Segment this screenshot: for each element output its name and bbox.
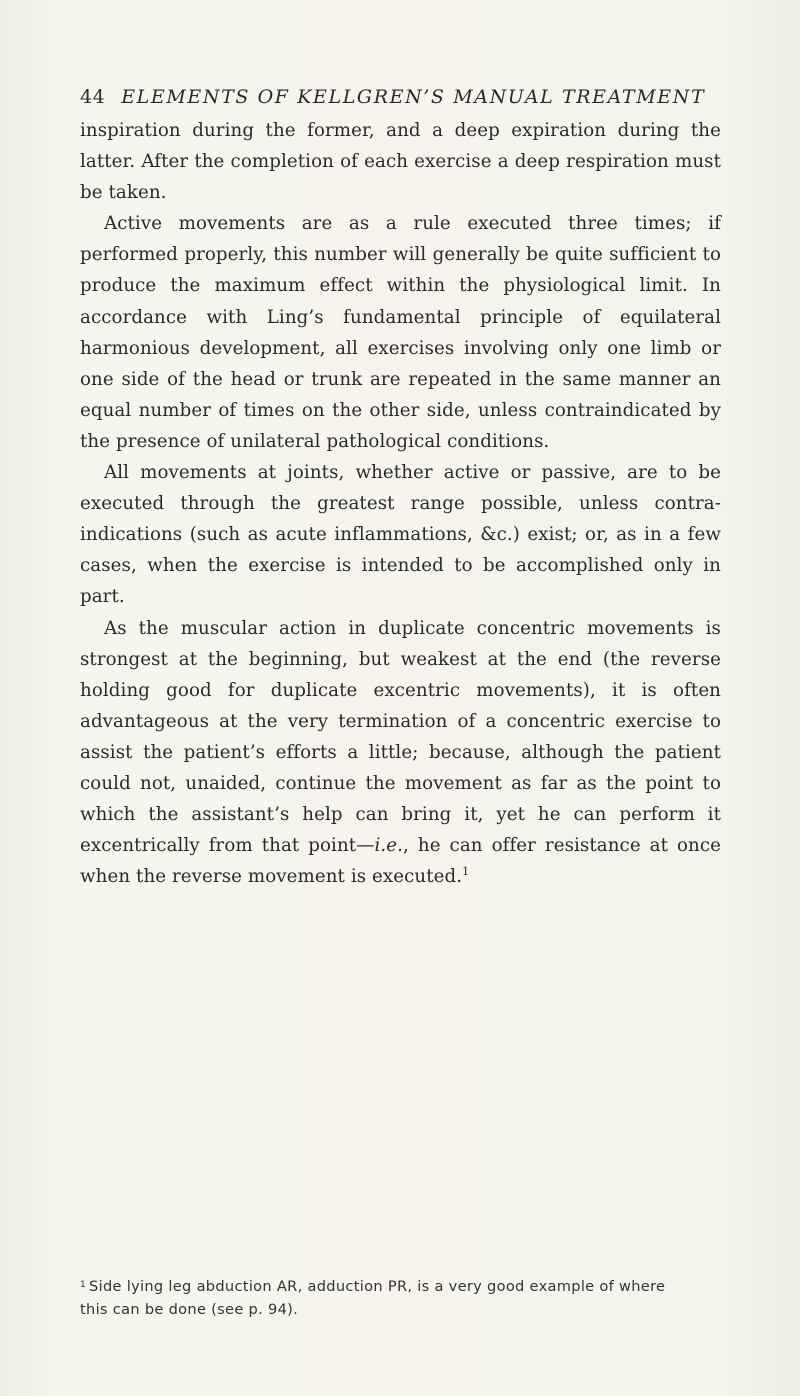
running-head [80,86,720,108]
paragraph-continued: inspiration during the former, and a deep expiration during the latter. After the completion of each exercise a deep respiration must be taken. [80,120,721,204]
italic-abbreviation: i.e. [374,835,404,857]
footnote-line: this can be done (see p. 94). [80,1301,299,1318]
paragraph-text: As the muscular action in duplicate concentric movements is strongest at the beginning, but weakest at the end (the reverse holding good for duplicate excentric movements), it is often advantageous at the very termination of a concentric exercise to assist the patient’s efforts a little; because, although the patient could not, unaided, continue the movement as far as the point to which the assistant’s help can bring it, yet he can perform it excentrically from that point— [80,617,721,857]
paragraph-last [80,613,721,893]
footnote-number: 1 [80,1280,87,1290]
footnote-line [80,1274,800,1298]
paragraph-text: , he can offer resistance at once when the reverse movement is executed. [80,835,721,888]
body-text [80,115,721,892]
footnote [80,1274,800,1321]
running-title: ELEMENTS OF KELLGREN’S MANUAL TREATMENT [121,86,706,108]
paragraph: All movements at joints, whether active or passive, are to be executed through the greatest range possible, unless contra-indications (such as acute inflammations, &c.) exist; or, as in a few cases, when the exercise is intended to be accomplished only in part. [80,462,721,608]
footnote-reference: 1 [462,865,470,879]
paragraph: Active movements are as a rule executed three times; if performed properly, this number will generally be quite sufficient to produce the maximum effect within the physiological limit. In accordance with Ling’s fundamental principle of equilateral harmonious development, all exercises involving only one limb or one side of the head or trunk are repeated in the same manner an equal number of times on the other side, unless contraindicated by the presence of unilateral pathological conditions. [80,213,721,452]
page-number: 44 [80,86,106,108]
footnote-text: Side lying leg abduction AR, adduction PR, is a very good example of where [89,1278,666,1295]
